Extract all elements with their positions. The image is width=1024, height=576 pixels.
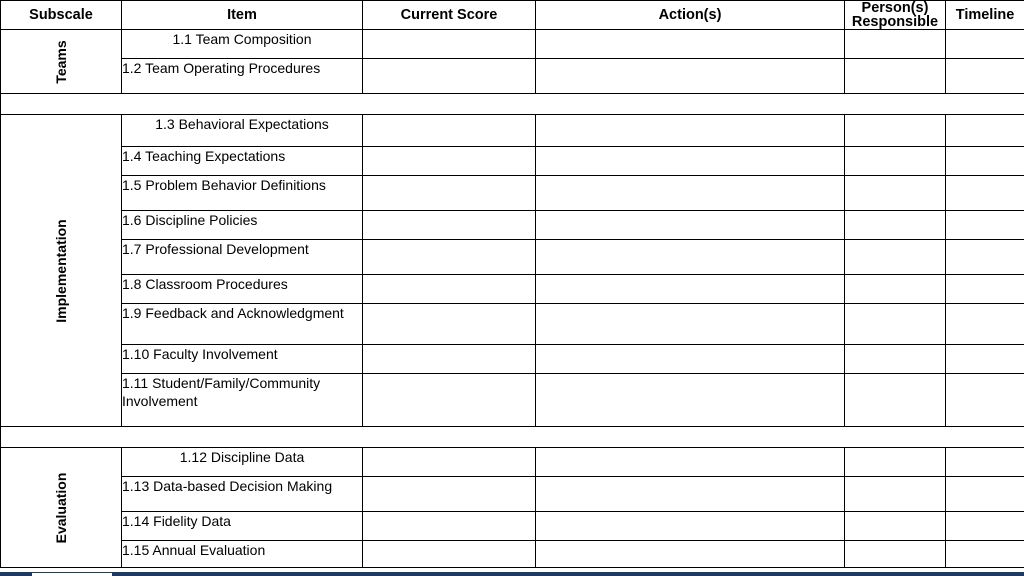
timeline-cell[interactable] bbox=[946, 147, 1024, 176]
item-cell: 1.5 Problem Behavior Definitions bbox=[122, 176, 363, 211]
actions-cell[interactable] bbox=[536, 374, 845, 427]
item-cell: 1.13 Data-based Decision Making bbox=[122, 477, 363, 512]
actions-cell[interactable] bbox=[536, 448, 845, 477]
table-row bbox=[1, 59, 1024, 94]
table-row bbox=[1, 448, 1024, 477]
header-row bbox=[1, 1, 1024, 30]
persons-cell[interactable] bbox=[845, 147, 946, 176]
persons-cell[interactable] bbox=[845, 211, 946, 240]
header-subscale: Subscale bbox=[1, 1, 122, 30]
persons-cell[interactable] bbox=[845, 30, 946, 59]
actions-cell[interactable] bbox=[536, 304, 845, 345]
current-score-cell[interactable] bbox=[363, 30, 536, 59]
current-score-cell[interactable] bbox=[363, 147, 536, 176]
item-cell: 1.7 Professional Development bbox=[122, 240, 363, 275]
table-row bbox=[1, 541, 1024, 568]
timeline-cell[interactable] bbox=[946, 374, 1024, 427]
timeline-cell[interactable] bbox=[946, 275, 1024, 304]
timeline-cell[interactable] bbox=[946, 115, 1024, 147]
subscale-teams-cell bbox=[1, 30, 122, 94]
table-row bbox=[1, 115, 1024, 147]
actions-cell[interactable] bbox=[536, 345, 845, 374]
actions-cell[interactable] bbox=[536, 240, 845, 275]
persons-cell[interactable] bbox=[845, 240, 946, 275]
actions-cell[interactable] bbox=[536, 176, 845, 211]
item-cell: 1.15 Annual Evaluation bbox=[122, 541, 363, 568]
actions-cell[interactable] bbox=[536, 275, 845, 304]
spacer-cell bbox=[1, 94, 1024, 115]
timeline-cell[interactable] bbox=[946, 448, 1024, 477]
item-cell: 1.1 Team Composition bbox=[122, 30, 363, 59]
persons-cell[interactable] bbox=[845, 345, 946, 374]
timeline-cell[interactable] bbox=[946, 240, 1024, 275]
header-item: Item bbox=[122, 1, 363, 30]
current-score-cell[interactable] bbox=[363, 448, 536, 477]
table-row bbox=[1, 211, 1024, 240]
table-row bbox=[1, 374, 1024, 427]
persons-cell[interactable] bbox=[845, 374, 946, 427]
item-cell: 1.12 Discipline Data bbox=[122, 448, 363, 477]
subscale-implementation-label: Implementation bbox=[53, 218, 69, 323]
header-actions: Action(s) bbox=[536, 1, 845, 30]
spacer-row bbox=[1, 94, 1024, 115]
actions-cell[interactable] bbox=[536, 541, 845, 568]
table-row bbox=[1, 304, 1024, 345]
subscale-teams-label: Teams bbox=[53, 39, 69, 84]
header-current-score: Current Score bbox=[363, 1, 536, 30]
persons-cell[interactable] bbox=[845, 59, 946, 94]
current-score-cell[interactable] bbox=[363, 345, 536, 374]
timeline-cell[interactable] bbox=[946, 59, 1024, 94]
persons-cell[interactable] bbox=[845, 176, 946, 211]
header-timeline: Timeline bbox=[946, 1, 1024, 30]
persons-cell[interactable] bbox=[845, 448, 946, 477]
item-cell: 1.4 Teaching Expectations bbox=[122, 147, 363, 176]
actions-cell[interactable] bbox=[536, 147, 845, 176]
actions-cell[interactable] bbox=[536, 59, 845, 94]
header-persons-line2: Responsible bbox=[851, 14, 939, 30]
current-score-cell[interactable] bbox=[363, 512, 536, 541]
timeline-cell[interactable] bbox=[946, 477, 1024, 512]
persons-cell[interactable] bbox=[845, 477, 946, 512]
table-row bbox=[1, 477, 1024, 512]
header-persons-line1: Person(s) bbox=[861, 0, 929, 16]
table-row bbox=[1, 176, 1024, 211]
actions-cell[interactable] bbox=[536, 115, 845, 147]
persons-cell[interactable] bbox=[845, 275, 946, 304]
current-score-cell[interactable] bbox=[363, 115, 536, 147]
current-score-cell[interactable] bbox=[363, 304, 536, 345]
current-score-cell[interactable] bbox=[363, 211, 536, 240]
current-score-cell[interactable] bbox=[363, 477, 536, 512]
spacer-row bbox=[1, 427, 1024, 448]
table-row bbox=[1, 512, 1024, 541]
timeline-cell[interactable] bbox=[946, 211, 1024, 240]
subscale-implementation-cell bbox=[1, 115, 122, 427]
table-row bbox=[1, 345, 1024, 374]
header-persons-responsible bbox=[845, 1, 946, 30]
actions-cell[interactable] bbox=[536, 211, 845, 240]
actions-cell[interactable] bbox=[536, 512, 845, 541]
item-cell: 1.2 Team Operating Procedures bbox=[122, 59, 363, 94]
table-row bbox=[1, 147, 1024, 176]
timeline-cell[interactable] bbox=[946, 345, 1024, 374]
table-row bbox=[1, 240, 1024, 275]
bottom-accent-bar bbox=[0, 572, 1024, 576]
current-score-cell[interactable] bbox=[363, 374, 536, 427]
timeline-cell[interactable] bbox=[946, 30, 1024, 59]
current-score-cell[interactable] bbox=[363, 59, 536, 94]
current-score-cell[interactable] bbox=[363, 176, 536, 211]
persons-cell[interactable] bbox=[845, 512, 946, 541]
spacer-cell bbox=[1, 427, 1024, 448]
current-score-cell[interactable] bbox=[363, 240, 536, 275]
item-cell: 1.8 Classroom Procedures bbox=[122, 275, 363, 304]
item-cell: 1.3 Behavioral Expectations bbox=[122, 115, 363, 147]
actions-cell[interactable] bbox=[536, 30, 845, 59]
persons-cell[interactable] bbox=[845, 541, 946, 568]
table-row bbox=[1, 30, 1024, 59]
timeline-cell[interactable] bbox=[946, 541, 1024, 568]
timeline-cell[interactable] bbox=[946, 176, 1024, 211]
timeline-cell[interactable] bbox=[946, 512, 1024, 541]
timeline-cell[interactable] bbox=[946, 304, 1024, 345]
item-cell: 1.6 Discipline Policies bbox=[122, 211, 363, 240]
subscale-evaluation-label: Evaluation bbox=[53, 472, 69, 543]
item-cell: 1.9 Feedback and Acknowledgment bbox=[122, 304, 363, 345]
table-row bbox=[1, 275, 1024, 304]
persons-cell[interactable] bbox=[845, 304, 946, 345]
actions-cell[interactable] bbox=[536, 477, 845, 512]
item-cell: 1.11 Student/Family/Community Involvement bbox=[122, 374, 363, 427]
subscale-evaluation-cell bbox=[1, 448, 122, 568]
current-score-cell[interactable] bbox=[363, 275, 536, 304]
persons-cell[interactable] bbox=[845, 115, 946, 147]
current-score-cell[interactable] bbox=[363, 541, 536, 568]
item-cell: 1.10 Faculty Involvement bbox=[122, 345, 363, 374]
item-cell: 1.14 Fidelity Data bbox=[122, 512, 363, 541]
